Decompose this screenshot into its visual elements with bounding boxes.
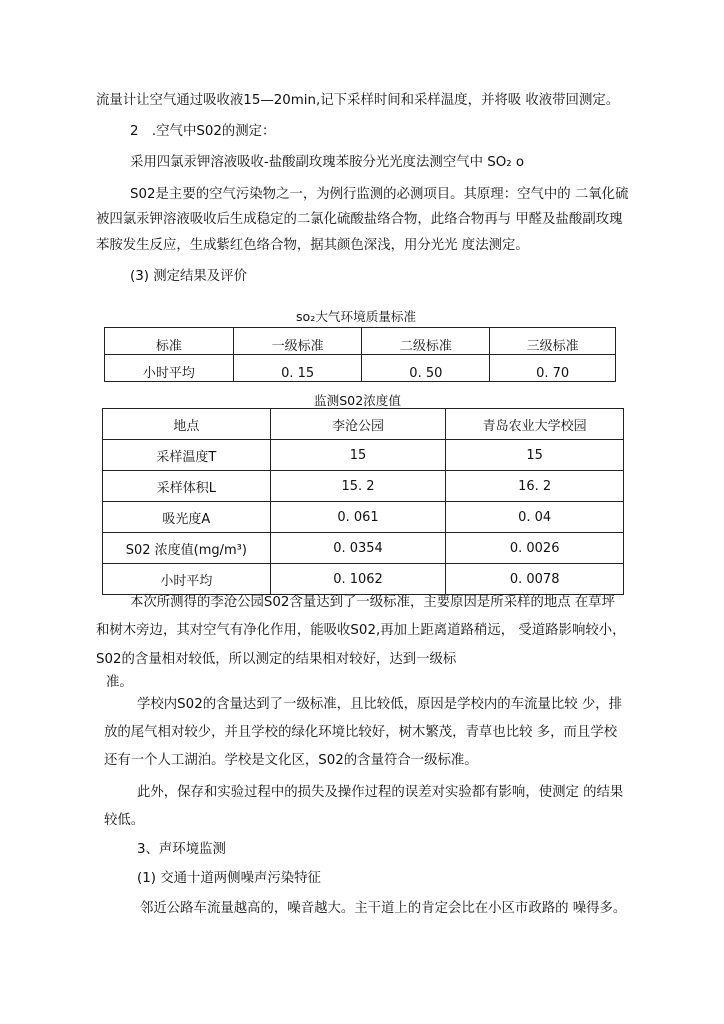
table-cell: 0. 50 <box>362 355 490 382</box>
table-cell: 15 <box>270 440 446 471</box>
table-cell: 采样温度T <box>103 440 271 471</box>
paragraph-line: 邻近公路车流量越高的，噪音越大。主干道上的肯定会比在小区市政路的 噪得多。 <box>140 901 627 916</box>
table-header-cell: 青岛农业大学校园 <box>446 409 624 440</box>
table-header-cell: 三级标准 <box>490 328 616 355</box>
table-cell: 小时平均 <box>103 564 271 595</box>
table-cell: 吸光度A <box>103 502 271 533</box>
section-heading: (3) 测定结果及评价 <box>130 269 247 284</box>
table-header-cell: 标准 <box>105 328 234 355</box>
paragraph-line: 和树木旁边，其对空气有净化作用，能吸收S02,再加上距离道路稍远， 受道路影响较小， <box>96 623 626 638</box>
table-header-row <box>103 409 624 440</box>
table-row <box>103 533 624 564</box>
paragraph-line: 学校内S02的含量达到了一级标准，且比较低，原因是学校内的车流量比较 少，排 <box>137 697 623 712</box>
table-row <box>105 355 616 382</box>
table-cell: 0. 0078 <box>446 564 624 595</box>
section-heading: 3、声环境监测 <box>137 842 226 857</box>
table1-caption: so₂大气环境质量标准 <box>296 309 417 324</box>
paragraph-line: 准。 <box>106 675 133 690</box>
table-row <box>103 502 624 533</box>
paragraph-line: S02的含量相对较低，所以测定的结果相对较好，达到一级标 <box>96 652 457 667</box>
monitoring-table <box>102 408 624 595</box>
table-cell: 0. 0026 <box>446 533 624 564</box>
table-cell: 0. 1062 <box>270 564 446 595</box>
table2-caption: 监测S02浓度值 <box>314 393 401 408</box>
table-cell: 0. 04 <box>446 502 624 533</box>
table-cell: 采样体积L <box>103 471 271 502</box>
table-header-cell: 地点 <box>103 409 271 440</box>
table-cell: 小时平均 <box>105 355 234 382</box>
table-header-cell: 一级标准 <box>233 328 362 355</box>
paragraph-line: 此外，保存和实验过程中的损失及操作过程的误差对实验都有影响，使测定 的结果 <box>137 785 624 800</box>
paragraph-line: 流量计让空气通过吸收液15—20min,记下采样时间和采样温度，并将吸 收液带回测定。 <box>96 93 620 108</box>
table-header-cell: 李沧公园 <box>270 409 446 440</box>
paragraph-line: 还有一个人工湖泊。学校是文化区，S02的含量符合一级标准。 <box>104 753 478 768</box>
paragraph-line: 本次所测得的李沧公园S02含量达到了一级标准，主要原因是所采样的地点 在草坪 <box>130 595 616 610</box>
paragraph-line: 被四氯汞钾溶液吸收后生成稳定的二氯化硫酸盐络合物，此络合物再与 甲醛及盐酸副玫瑰 <box>96 212 623 227</box>
table-cell: 0. 70 <box>490 355 616 382</box>
paragraph-line: 采用四氯汞钾溶液吸收-盐酸副玫瑰苯胺分光光度法测空气中 SO₂ o <box>130 155 525 170</box>
table-header-row <box>105 328 616 355</box>
table-row <box>103 471 624 502</box>
table-cell: 0. 15 <box>233 355 362 382</box>
table-cell: 0. 061 <box>270 502 446 533</box>
table-cell: 15 <box>446 440 624 471</box>
table-cell: S02 浓度值(mg/m³) <box>103 533 271 564</box>
table-row <box>103 440 624 471</box>
section-heading: 2 .空气中S02的测定： <box>130 124 276 139</box>
standards-table <box>104 327 616 382</box>
table-row <box>103 564 624 595</box>
table-cell: 0. 0354 <box>270 533 446 564</box>
section-heading: (1) 交通十道两侧噪声污染特征 <box>137 871 321 886</box>
paragraph-line: 较低。 <box>104 813 145 828</box>
paragraph-line: 放的尾气相对较少，并且学校的绿化环境比较好，树木繁茂，青草也比较 多，而且学校 <box>104 725 618 740</box>
table-cell: 15. 2 <box>270 471 446 502</box>
paragraph-line: S02是主要的空气污染物之一，为例行监测的必测项目。其原理：空气中的 二氧化硫 <box>130 187 629 202</box>
paragraph-line: 苯胺发生反应，生成紫红色络合物，据其颜色深浅，用分光光 度法测定。 <box>96 238 529 253</box>
table-cell: 16. 2 <box>446 471 624 502</box>
table-header-cell: 二级标准 <box>362 328 490 355</box>
